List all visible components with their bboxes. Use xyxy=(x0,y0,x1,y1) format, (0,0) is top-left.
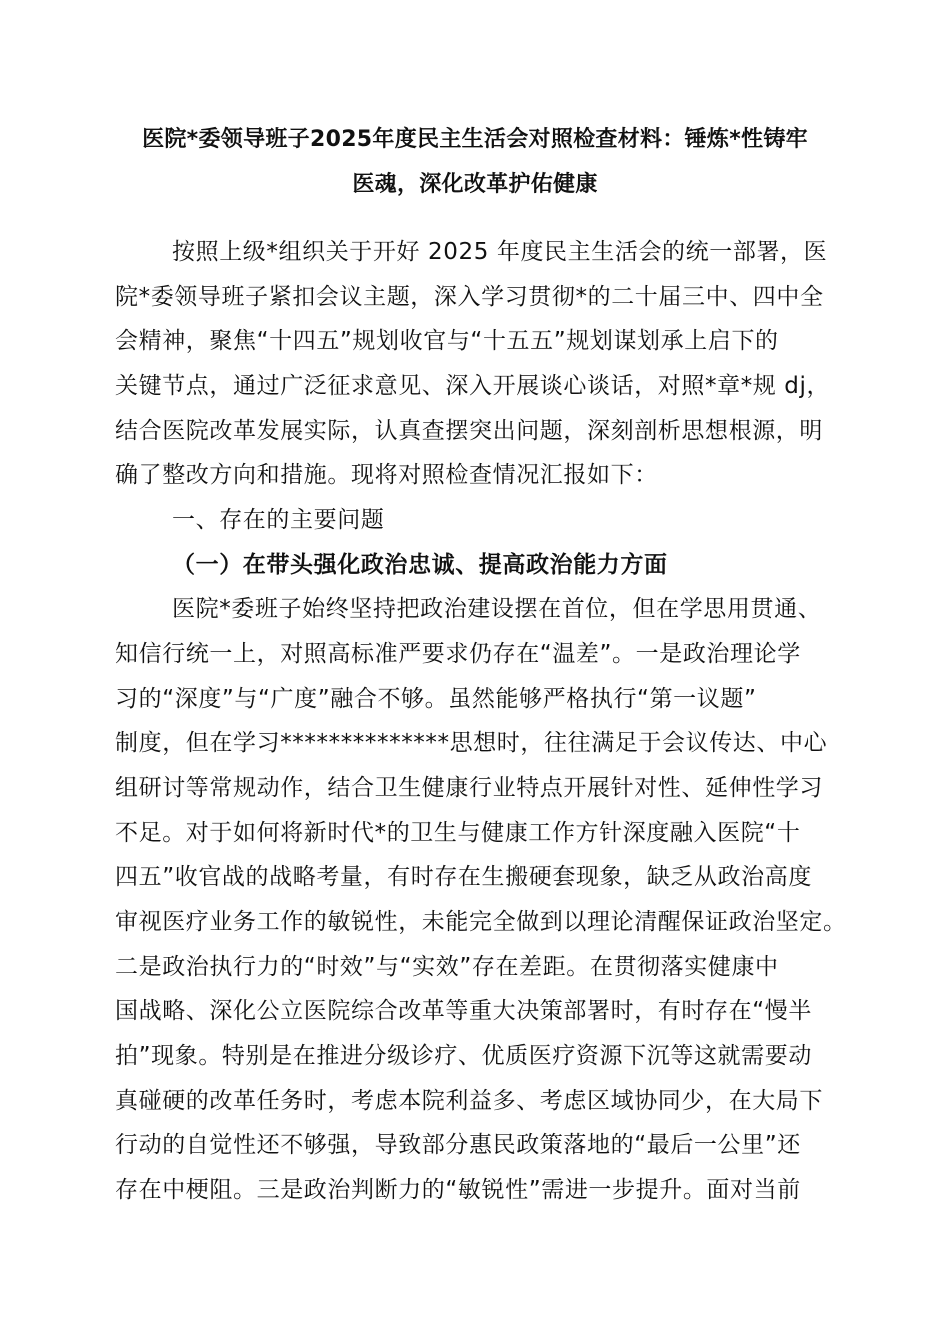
paragraph-line: 二是政治执行力的“时效”与“实效”存在差距。在贯彻落实健康中 xyxy=(115,954,779,980)
paragraph-line: 医院*委班子始终坚持把政治建设摆在首位，但在学思用贯通、 xyxy=(172,596,822,622)
paragraph-line: 结合医院改革发展实际，认真查摆突出问题，深刻剖析思想根源，明 xyxy=(115,418,823,444)
paragraph-line: 审视医疗业务工作的敏锐性，未能完全做到以理论清醒保证政治坚定。 xyxy=(115,909,847,935)
paragraph-line: 院*委领导班子紧扣会议主题，深入学习贯彻*的二十届三中、四中全 xyxy=(115,284,824,310)
section-heading: 一、存在的主要问题 xyxy=(172,507,385,533)
paragraph-line: 组研讨等常规动作，结合卫生健康行业特点开展针对性、延伸性学习 xyxy=(115,775,823,801)
document-title-line-2: 医魂，深化改革护佑健康 xyxy=(352,172,598,197)
paragraph-line: 真碰硬的改革任务时，考虑本院利益多、考虑区域协同少，在大局下 xyxy=(115,1088,823,1114)
paragraph-line: 关键节点，通过广泛征求意见、深入开展谈心谈话，对照*章*规 dj， xyxy=(115,373,831,399)
paragraph-line: 不足。对于如何将新时代*的卫生与健康工作方针深度融入医院“十 xyxy=(115,820,801,846)
paragraph-line: 拍”现象。特别是在推进分级诊疗、优质医疗资源下沉等这就需要动 xyxy=(115,1043,812,1069)
paragraph-line: 行动的自觉性还不够强，导致部分惠民政策落地的“最后一公里”还 xyxy=(115,1132,801,1158)
paragraph-line: 制度，但在学习**************思想时，往往满足于会议传达、中心 xyxy=(115,730,828,756)
subsection-heading: （一）在带头强化政治忠诚、提高政治能力方面 xyxy=(172,552,668,578)
paragraph-line: 知信行统一上，对照高标准严要求仍存在“温差”。一是政治理论学 xyxy=(115,641,801,667)
paragraph-line: 确了整改方向和措施。现将对照检查情况汇报如下： xyxy=(115,462,658,488)
paragraph-line: 国战略、深化公立医院综合改革等重大决策部署时，有时存在“慢半 xyxy=(115,998,812,1024)
document-title-line-1: 医院*委领导班子2025年度民主生活会对照检查材料：锤炼*性铸牢 xyxy=(142,127,808,152)
paragraph-line: 会精神，聚焦“十四五”规划收官与“十五五”规划谋划承上启下的 xyxy=(115,328,779,354)
paragraph-line: 四五”收官战的战略考量，有时存在生搬硬套现象，缺乏从政治高度 xyxy=(115,864,812,890)
paragraph-line: 存在中梗阻。三是政治判断力的“敏锐性”需进一步提升。面对当前 xyxy=(115,1177,801,1203)
paragraph-line: 按照上级*组织关于开好 2025 年度民主生活会的统一部署，医 xyxy=(172,239,828,265)
paragraph-line: 习的“深度”与“广度”融合不够。虽然能够严格执行“第一议题” xyxy=(115,686,757,712)
